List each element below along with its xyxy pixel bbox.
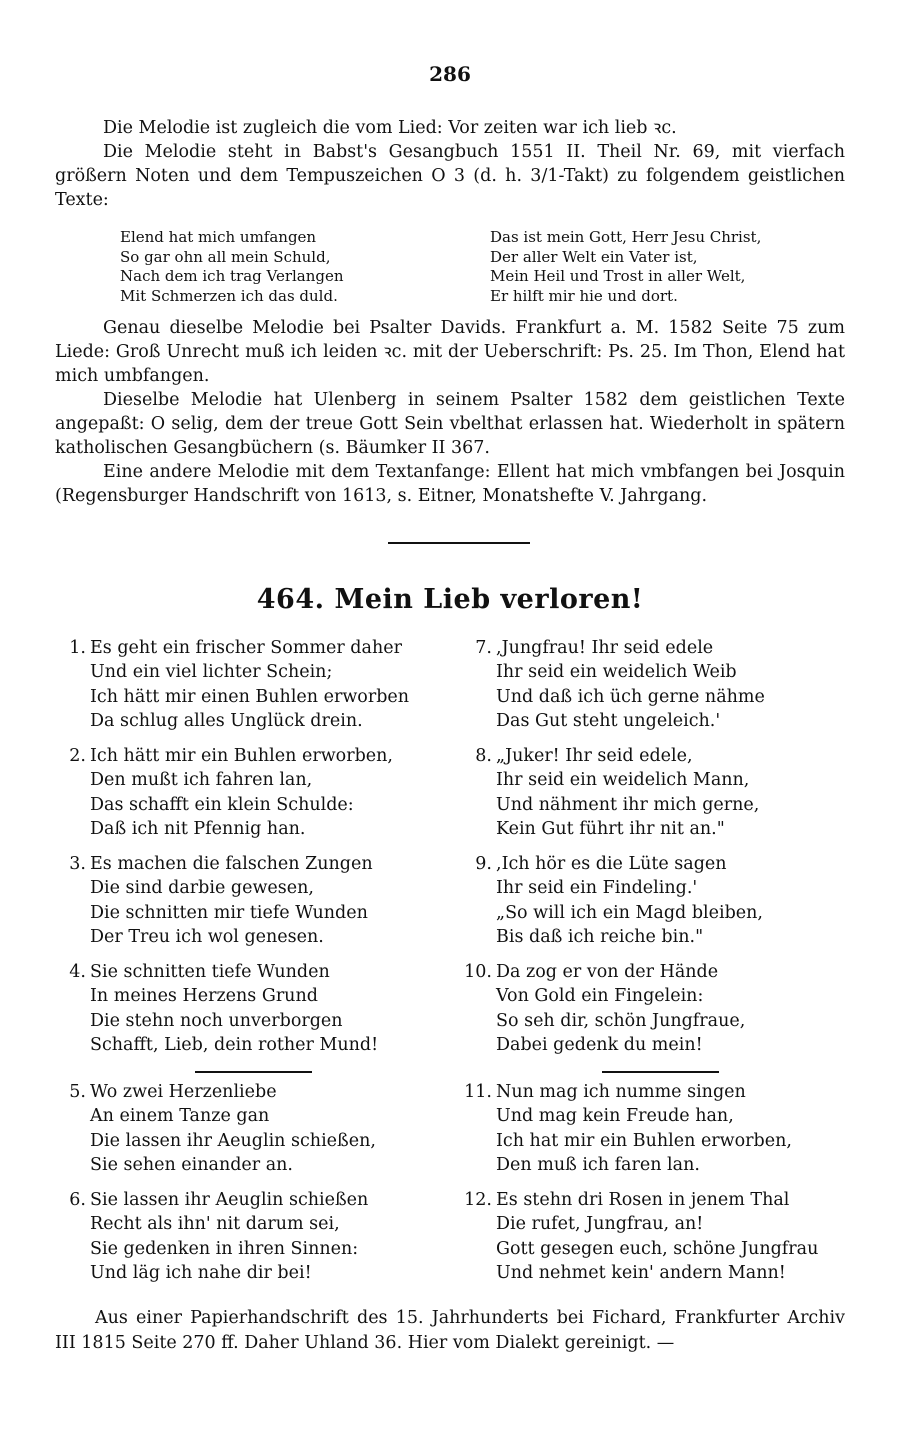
stanza-line: Und ein viel lichter Schein; — [90, 662, 333, 683]
stanza-line: Es machen die falschen Zungen — [90, 854, 373, 874]
verse-line: Mit Schmerzen ich das duld. — [120, 286, 338, 305]
stanza-line: Schafft, Lieb, dein rother Mund! — [90, 1034, 379, 1055]
stanza-number: 4. — [69, 962, 86, 982]
song-heading — [0, 584, 900, 615]
column-divider-left — [195, 1071, 312, 1073]
stanza-line: In meines Herzens Grund — [90, 986, 318, 1007]
stanza-line: Die sind darbie gewesen, — [90, 878, 314, 899]
stanza-line: Den muß ich faren lan. — [496, 1154, 700, 1175]
song-title: Mein Lieb verloren! — [334, 584, 644, 615]
stanza — [466, 636, 765, 733]
quoted-verse-left — [120, 228, 344, 306]
stanza — [466, 1188, 818, 1285]
page-number: 286 — [429, 62, 471, 86]
stanza-line: Ich hat mir ein Buhlen erworben, — [496, 1130, 792, 1151]
stanza-line: Die lassen ihr Aeuglin schießen, — [90, 1130, 376, 1151]
stanza-line: Der Treu ich wol genesen. — [90, 926, 324, 947]
stanza — [60, 1188, 368, 1285]
stanza-line: Recht als ihn' nit darum sei, — [90, 1214, 340, 1235]
stanza-number: 9. — [475, 854, 492, 874]
stanza-line: Es stehn dri Rosen in jenem Thal — [496, 1190, 790, 1210]
stanza-line: „So will ich ein Magd bleiben, — [496, 902, 763, 923]
stanza — [466, 1080, 792, 1177]
stanza-line: Kein Gut führt ihr nit an." — [496, 818, 725, 839]
verse-line: So gar ohn all mein Schuld, — [120, 247, 331, 266]
stanza-line: Ihr seid ein Findeling.' — [496, 878, 698, 899]
stanza-line: Ihr seid ein weidelich Mann, — [496, 770, 750, 791]
stanza-number: 12. — [464, 1190, 492, 1210]
stanza-line: Das Gut steht ungeleich.' — [496, 710, 721, 731]
stanza-line: Gott gesegen euch, schöne Jungfrau — [496, 1238, 819, 1259]
notes-text — [55, 316, 845, 508]
stanza-line: Von Gold ein Fingelein: — [496, 986, 704, 1007]
stanza-line: ,Jungfrau! Ihr seid edele — [496, 638, 714, 658]
stanza-number: 7. — [475, 638, 492, 658]
stanza-line: Die stehn noch unverborgen — [90, 1010, 343, 1031]
stanza-number: 1. — [69, 638, 86, 658]
stanza-line: Ich hätt mir ein Buhlen erworben, — [90, 746, 393, 766]
intro-paragraph: Die Melodie steht in Babst's Gesangbuch 1551 II. Theil Nr. 69, mit vierfach größern Noten und dem Tempuszeichen O 3 (d. h. 3/1-Takt) zu folgendem geistlichen Texte: — [55, 142, 845, 210]
stanza — [466, 960, 745, 1057]
stanza-number: 6. — [69, 1190, 86, 1210]
stanza-line: Und daß ich üch gerne nähme — [496, 686, 765, 707]
stanza-line: Und läg ich nahe dir bei! — [90, 1262, 312, 1283]
stanza-line: Sie sehen einander an. — [90, 1154, 293, 1175]
source-note — [55, 1306, 845, 1356]
note-paragraph: Eine andere Melodie mit dem Textanfange: Ellent hat mich vmbfangen bei Josquin (Regensburger Handschrift von 1613, s. Eitner, Monatshefte V. Jahrgang. — [55, 462, 845, 506]
stanza-line: Den mußt ich fahren lan, — [90, 770, 313, 791]
stanza-line: So seh dir, schön Jungfraue, — [496, 1010, 746, 1031]
stanza — [60, 636, 409, 733]
stanza-line: Ich hätt mir einen Buhlen erworben — [90, 686, 410, 707]
song-number: 464. — [256, 584, 325, 615]
stanza-line: Da schlug alles Unglück drein. — [90, 710, 363, 731]
stanza-number: 8. — [475, 746, 492, 766]
stanza-number: 10. — [464, 962, 492, 982]
stanza-line: ,Ich hör es die Lüte sagen — [496, 854, 727, 874]
stanza-number: 5. — [69, 1082, 86, 1102]
stanza — [466, 852, 763, 949]
stanza — [60, 960, 378, 1057]
verse-line: Er hilft mir hie und dort. — [490, 286, 678, 305]
source-note-text: Aus einer Papierhandschrift des 15. Jahrhunderts bei Fichard, Frankfurter Archiv III 1815 Seite 270 ff. Daher Uhland 36. Hier vom Dialekt gereinigt. — — [55, 1308, 845, 1353]
quoted-verse-right — [490, 228, 761, 306]
note-paragraph: Dieselbe Melodie hat Ulenberg in seinem Psalter 1582 dem geistlichen Texte angepaßt: O selig, dem der treue Gott Sein vbelthat erlassen hat. Wiederholt in spätern katholischen Gesangbüchern (s. Bäumker II 367. — [55, 390, 845, 458]
stanza-line: Nun mag ich numme singen — [496, 1082, 746, 1102]
column-divider-right — [602, 1071, 719, 1073]
stanza — [466, 744, 759, 841]
stanza-line: Dabei gedenk du mein! — [496, 1034, 703, 1055]
verse-line: Elend hat mich umfangen — [120, 228, 317, 246]
stanza-line: „Juker! Ihr seid edele, — [496, 746, 693, 766]
stanza — [60, 1080, 376, 1177]
stanza-line: Und nehmet kein' andern Mann! — [496, 1262, 786, 1283]
stanza-line: Wo zwei Herzenliebe — [90, 1082, 277, 1102]
verse-line: Das ist mein Gott, Herr Jesu Christ, — [490, 228, 762, 246]
stanza-line: Ihr seid ein weidelich Weib — [496, 662, 737, 683]
stanza-line: Und nähment ihr mich gerne, — [496, 794, 760, 815]
intro-paragraph: Die Melodie ist zugleich die vom Lied: Vor zeiten war ich lieb ꝛc. — [103, 118, 677, 138]
stanza-line: Sie schnitten tiefe Wunden — [90, 962, 330, 982]
stanza-number: 3. — [69, 854, 86, 874]
note-paragraph: Genau dieselbe Melodie bei Psalter Davids. Frankfurt a. M. 1582 Seite 75 zum Liede: Groß Unrecht muß ich leiden ꝛc. mit der Ueberschrift: Ps. 25. Im Thon, Elend hat mich umbfangen. — [55, 318, 845, 386]
stanza — [60, 744, 393, 841]
verse-line: Der aller Welt ein Vater ist, — [490, 247, 698, 266]
stanza-line: Da zog er von der Hände — [496, 962, 719, 982]
stanza — [60, 852, 373, 949]
verse-line: Nach dem ich trag Verlangen — [120, 267, 344, 285]
stanza-line: Die rufet, Jungfrau, an! — [496, 1214, 704, 1235]
verse-line: Mein Heil und Trost in aller Welt, — [490, 267, 746, 285]
stanza-line: Es geht ein frischer Sommer daher — [90, 638, 402, 658]
stanza-number: 11. — [464, 1082, 492, 1102]
stanza-line: Sie lassen ihr Aeuglin schießen — [90, 1190, 369, 1210]
stanza-line: Und mag kein Freude han, — [496, 1106, 734, 1127]
stanza-line: An einem Tanze gan — [90, 1106, 270, 1127]
stanza-line: Bis daß ich reiche bin." — [496, 926, 704, 947]
section-divider — [388, 542, 530, 544]
stanza-line: Sie gedenken in ihren Sinnen: — [90, 1238, 359, 1259]
stanza-line: Das schafft ein klein Schulde: — [90, 794, 354, 815]
stanza-line: Daß ich nit Pfennig han. — [90, 818, 306, 839]
intro-text — [55, 116, 845, 212]
stanza-number: 2. — [69, 746, 86, 766]
stanza-line: Die schnitten mir tiefe Wunden — [90, 902, 368, 923]
